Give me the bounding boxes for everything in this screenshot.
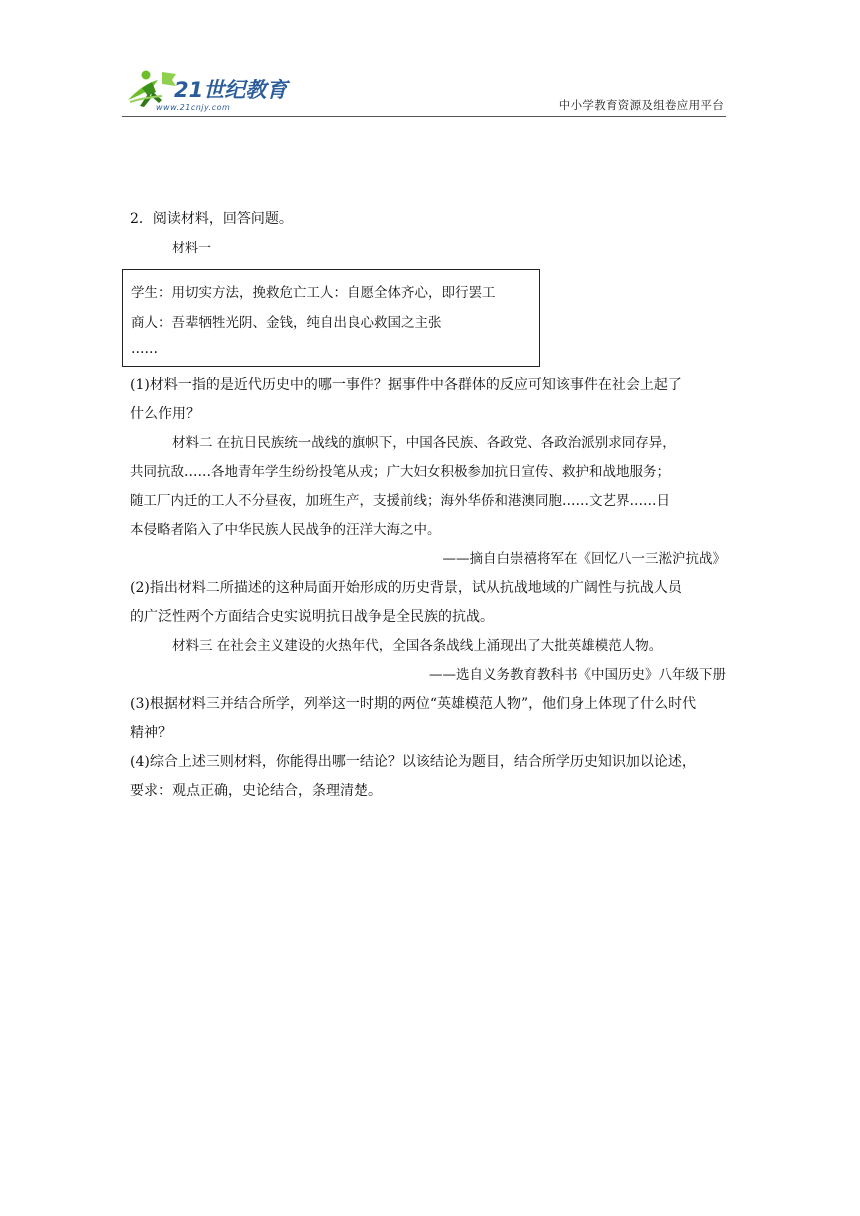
question-content xyxy=(130,205,730,806)
platform-name: 中小学教育资源及组卷应用平台 xyxy=(558,98,724,112)
logo xyxy=(122,66,292,114)
question-1-line: (1)材料一指的是近代历史中的哪一事件？据事件中各群体的反应可知该事件在社会上起了 xyxy=(130,377,682,393)
material2-line: 本侵略者陷入了中华民族人民战争的汪洋大海之中。 xyxy=(130,522,441,538)
material2-line: 共同抗敌……各地青年学生纷纷投笔从戎；广大妇女积极参加抗日宣传、救护和战地服务； xyxy=(130,464,670,480)
material3-line: 材料三 在社会主义建设的火热年代，全国各条战线上涌现出了大批英雄模范人物。 xyxy=(172,638,663,654)
running-man-logo-icon xyxy=(122,66,292,114)
question-3-line: (3)根据材料三并结合所学，列举这一时期的两位“英雄模范人物”，他们身上体现了什么时代 xyxy=(130,696,697,712)
question-1-line: 什么作用？ xyxy=(130,406,200,422)
material1-line: …… xyxy=(131,341,158,357)
material2-line: 材料二 在抗日民族统一战线的旗帜下，中国各民族、各政党、各政治派别求同存异， xyxy=(172,435,676,451)
material1-label: 材料一 xyxy=(172,241,212,256)
material2-source: ——摘自白崇禧将军在《回忆八一三淞沪抗战》 xyxy=(442,551,726,567)
material1-line: 商人：吾辈牺牲光阴、金钱，纯自出良心救国之主张 xyxy=(131,315,442,331)
svg-text:www.21cnjy.com: www.21cnjy.com xyxy=(156,103,231,112)
question-4-line: (4)综合上述三则材料，你能得出哪一结论？以该结论为题目，结合所学历史知识加以论述， xyxy=(130,754,696,770)
question-4-line: 要求：观点正确，史论结合，条理清楚。 xyxy=(130,783,382,799)
material1-line: 学生：用切实方法，挽救危亡工人：自愿全体齐心，即行罢工 xyxy=(131,285,496,301)
page-header xyxy=(122,66,726,117)
question-3-line: 精神？ xyxy=(130,725,172,741)
material2-line: 随工厂内迁的工人不分昼夜，加班生产，支援前线；海外华侨和港澳同胞……文艺界……日 xyxy=(130,493,670,509)
svg-text:21世纪教育: 21世纪教育 xyxy=(174,78,288,102)
question-2-line: (2)指出材料二所描述的这种局面开始形成的历史背景，试从抗战地域的广阔性与抗战人员 xyxy=(130,580,682,596)
question-title: 2．阅读材料，回答问题。 xyxy=(130,211,293,227)
question-2-line: 的广泛性两个方面结合史实说明抗日战争是全民族的抗战。 xyxy=(130,609,494,625)
material1-box xyxy=(122,269,540,367)
material3-source: ——选自义务教育教科书《中国历史》八年级下册 xyxy=(429,667,726,683)
